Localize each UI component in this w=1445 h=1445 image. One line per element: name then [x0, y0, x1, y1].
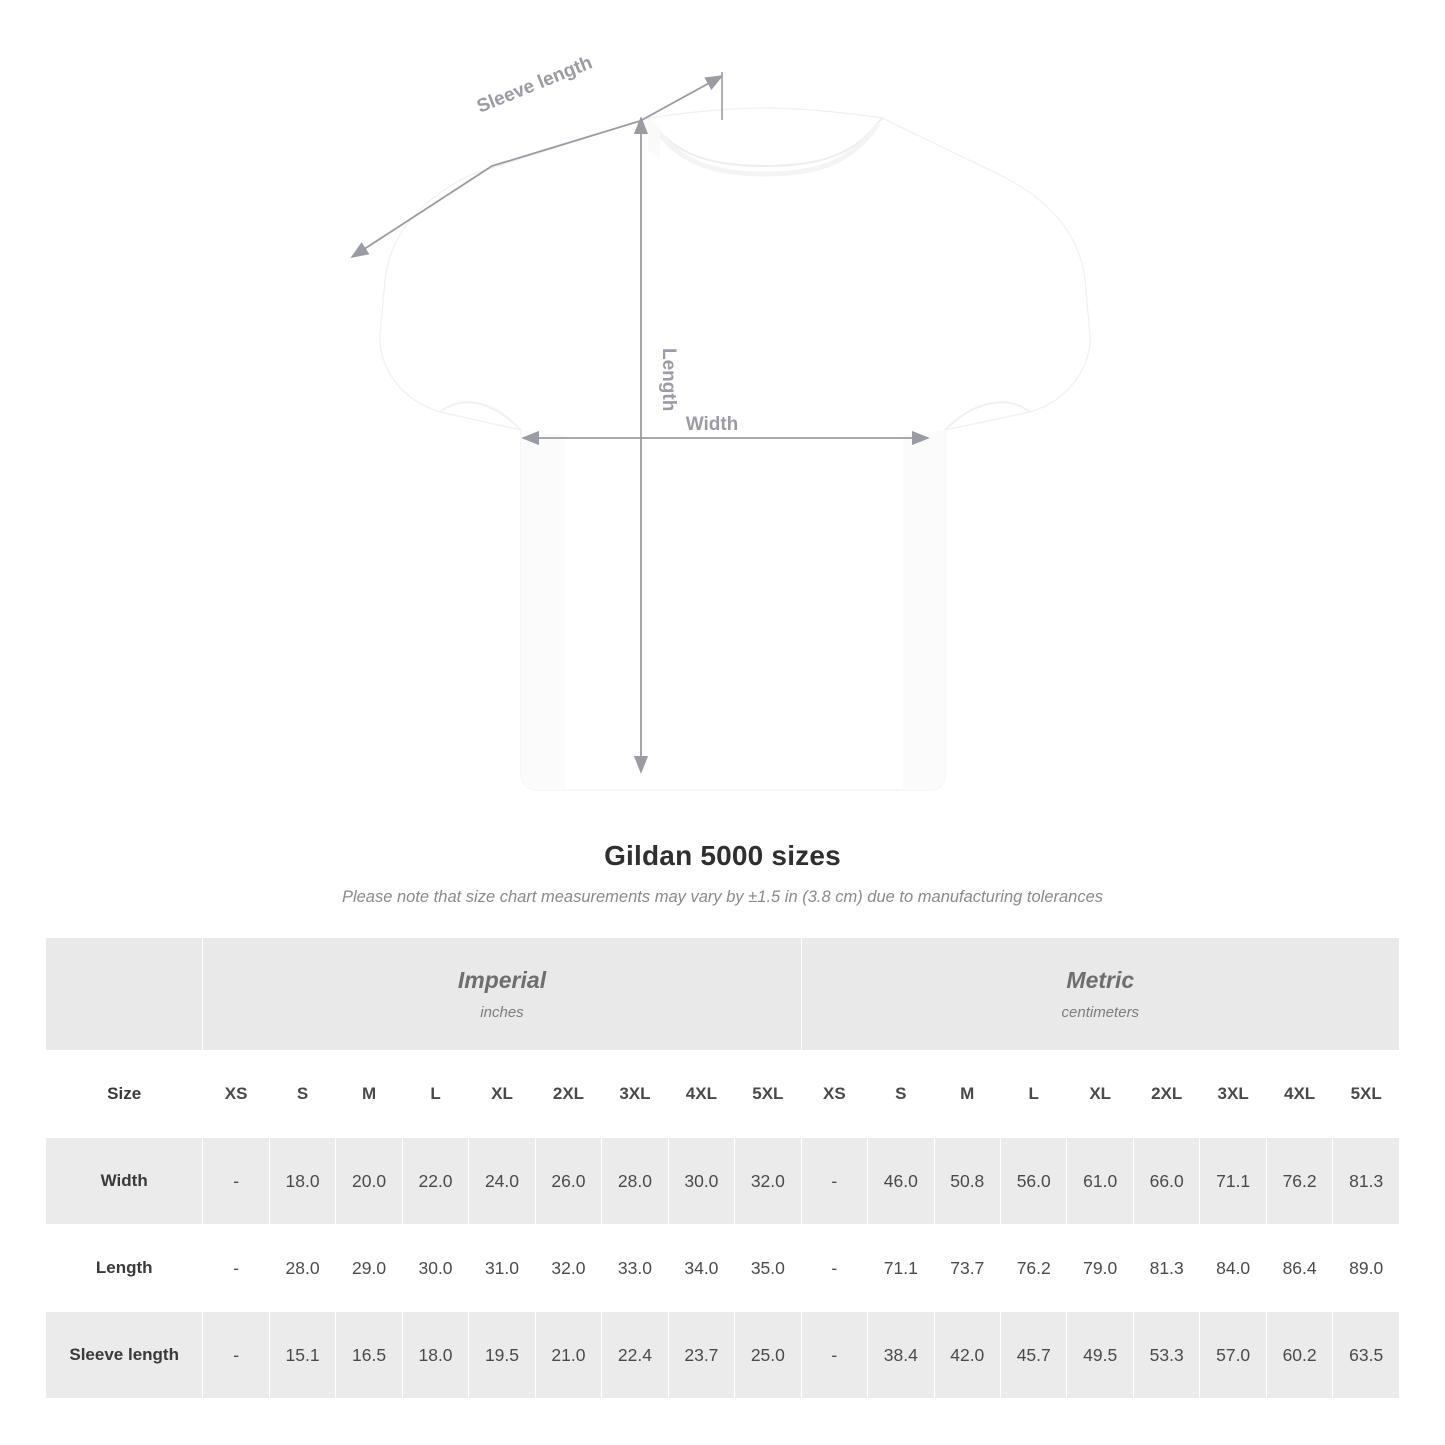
cell: 28.0	[269, 1225, 335, 1312]
table-row	[46, 1138, 1400, 1225]
cell: 60.2	[1266, 1312, 1332, 1399]
size-header-cell: 3XL	[1200, 1051, 1266, 1138]
tshirt-shape	[380, 108, 1090, 790]
cell: 18.0	[402, 1312, 468, 1399]
size-header-cell: 4XL	[1266, 1051, 1332, 1138]
cell: 89.0	[1333, 1225, 1400, 1312]
size-header-cell: 3XL	[602, 1051, 668, 1138]
cell: 20.0	[336, 1138, 402, 1225]
size-header-cell: M	[934, 1051, 1000, 1138]
cell: 42.0	[934, 1312, 1000, 1399]
cell: -	[801, 1225, 867, 1312]
size-header-cell: S	[868, 1051, 934, 1138]
size-header-cell: M	[336, 1051, 402, 1138]
cell: 18.0	[269, 1138, 335, 1225]
cell: 81.3	[1333, 1138, 1400, 1225]
cell: 56.0	[1001, 1138, 1067, 1225]
cell: -	[203, 1312, 269, 1399]
cell: 35.0	[735, 1225, 801, 1312]
unit-group-metric	[801, 938, 1399, 1051]
cell: 21.0	[535, 1312, 601, 1399]
cell: -	[203, 1138, 269, 1225]
row-label-width: Width	[46, 1138, 203, 1225]
cell: 81.3	[1133, 1225, 1199, 1312]
cell: 66.0	[1133, 1138, 1199, 1225]
cell: 76.2	[1001, 1225, 1067, 1312]
cell: 38.4	[868, 1312, 934, 1399]
size-header-label: Size	[46, 1051, 203, 1138]
cell: 29.0	[336, 1225, 402, 1312]
cell: 22.4	[602, 1312, 668, 1399]
cell: 32.0	[735, 1138, 801, 1225]
cell: 23.7	[668, 1312, 734, 1399]
cell: 22.0	[402, 1138, 468, 1225]
cell: 79.0	[1067, 1225, 1133, 1312]
size-table	[45, 937, 1400, 1399]
cell: 30.0	[668, 1138, 734, 1225]
chart-note: Please note that size chart measurements may vary by ±1.5 in (3.8 cm) due to manufacturing tolerances	[341, 888, 1104, 906]
cell: 26.0	[535, 1138, 601, 1225]
cell: 73.7	[934, 1225, 1000, 1312]
unit-group-metric-sub: centimeters	[1061, 1004, 1140, 1021]
cell: -	[801, 1312, 867, 1399]
length-label: Length	[658, 348, 679, 412]
size-header-cell: 2XL	[535, 1051, 601, 1138]
sleeve-length-label: Sleeve length	[474, 52, 596, 118]
cell: -	[203, 1225, 269, 1312]
table-row	[46, 1225, 1400, 1312]
cell: 46.0	[868, 1138, 934, 1225]
cell: 28.0	[602, 1138, 668, 1225]
cell: -	[801, 1138, 867, 1225]
cell: 76.2	[1266, 1138, 1332, 1225]
unit-group-imperial-sub: inches	[480, 1004, 524, 1021]
cell: 61.0	[1067, 1138, 1133, 1225]
cell: 34.0	[668, 1225, 734, 1312]
size-header-cell: L	[402, 1051, 468, 1138]
size-header-cell: 4XL	[668, 1051, 734, 1138]
size-header-cell: XS	[801, 1051, 867, 1138]
cell: 50.8	[934, 1138, 1000, 1225]
unit-group-metric-name: Metric	[1066, 967, 1135, 993]
width-label: Width	[685, 414, 739, 435]
cell: 53.3	[1133, 1312, 1199, 1399]
size-header-cell: 5XL	[735, 1051, 801, 1138]
table-row	[46, 1312, 1400, 1399]
cell: 16.5	[336, 1312, 402, 1399]
size-header-cell: XL	[469, 1051, 535, 1138]
unit-spacer-cell	[46, 938, 203, 1051]
cell: 33.0	[602, 1225, 668, 1312]
unit-group-imperial-name: Imperial	[457, 967, 547, 993]
title-block	[0, 840, 1445, 907]
size-header-cell: 5XL	[1333, 1051, 1400, 1138]
cell: 84.0	[1200, 1225, 1266, 1312]
size-header-cell: L	[1001, 1051, 1067, 1138]
row-label-length: Length	[46, 1225, 203, 1312]
cell: 19.5	[469, 1312, 535, 1399]
cell: 30.0	[402, 1225, 468, 1312]
size-header-cell: XL	[1067, 1051, 1133, 1138]
cell: 25.0	[735, 1312, 801, 1399]
chart-title: Gildan 5000 sizes	[604, 840, 841, 871]
size-header-cell: 2XL	[1133, 1051, 1199, 1138]
cell: 24.0	[469, 1138, 535, 1225]
size-table-wrap	[0, 937, 1445, 1399]
cell: 86.4	[1266, 1225, 1332, 1312]
row-label-sleeve-length: Sleeve length	[46, 1312, 203, 1399]
size-header-cell: S	[269, 1051, 335, 1138]
cell: 45.7	[1001, 1312, 1067, 1399]
cell: 71.1	[868, 1225, 934, 1312]
cell: 63.5	[1333, 1312, 1400, 1399]
cell: 57.0	[1200, 1312, 1266, 1399]
size-header-cell: XS	[203, 1051, 269, 1138]
unit-header-row	[46, 938, 1400, 1051]
size-header-row	[46, 1051, 1400, 1138]
cell: 31.0	[469, 1225, 535, 1312]
unit-group-imperial	[203, 938, 801, 1051]
cell: 71.1	[1200, 1138, 1266, 1225]
cell: 49.5	[1067, 1312, 1133, 1399]
cell: 15.1	[269, 1312, 335, 1399]
cell: 32.0	[535, 1225, 601, 1312]
